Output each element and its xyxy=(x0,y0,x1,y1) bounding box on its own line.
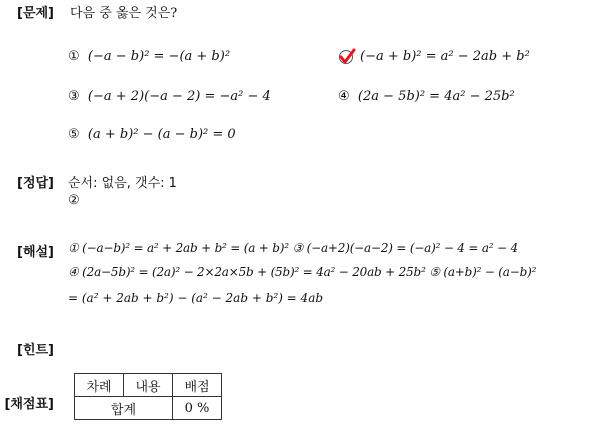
header-points: 배점 xyxy=(173,374,222,397)
question-prompt: 다음 중 옳은 것은? xyxy=(70,6,178,21)
total-value: 0 % xyxy=(173,397,222,420)
choice-3-number: ③ xyxy=(68,89,80,104)
choice-2 xyxy=(360,49,530,64)
hint-label: [힌트] xyxy=(17,343,54,358)
choice-1-expression: (−a − b)² = −(a + b)² xyxy=(87,49,231,64)
choice-4-number: ④ xyxy=(338,89,350,104)
choice-5-expression: (a + b)² − (a − b)² = 0 xyxy=(87,127,236,142)
score-table-header-row xyxy=(75,374,222,397)
choice-4 xyxy=(338,89,515,104)
choice-3-expression: (−a + 2)(−a − 2) = −a² − 4 xyxy=(87,89,271,104)
choice-5 xyxy=(68,127,236,142)
explanation-label: [해설] xyxy=(17,245,54,260)
explanation-line-1: ① (−a−b)² = a² + 2ab + b² = (a + b)² ③ (−a+2)(−a−2) = (−a)² − 4 = a² − 4 xyxy=(68,241,518,255)
header-content: 내용 xyxy=(124,374,173,397)
answer-info: 순서: 없음, 갯수: 1 xyxy=(68,176,177,191)
choice-3 xyxy=(68,89,271,104)
total-label: 합계 xyxy=(75,397,173,420)
choice-1-number: ① xyxy=(68,49,80,64)
choice-1 xyxy=(68,49,230,64)
answer-label: [정답] xyxy=(17,176,54,191)
header-order: 차례 xyxy=(75,374,124,397)
explanation-line-2: ④ (2a−5b)² = (2a)² − 2×2a×5b + (5b)² = 4a² − 20ab + 25b² ⑤ (a+b)² − (a−b)² xyxy=(68,265,537,279)
answer-value: ② xyxy=(68,193,80,208)
scoring-label: [채점표] xyxy=(4,397,54,412)
score-table-total-row xyxy=(75,397,222,420)
score-table xyxy=(74,373,222,420)
question-label: [문제] xyxy=(17,6,54,21)
explanation-line-3: = (a² + 2ab + b²) − (a² − 2ab + b²) = 4ab xyxy=(68,291,324,305)
choice-5-number: ⑤ xyxy=(68,127,80,142)
choice-2-expression: (−a + b)² = a² − 2ab + b² xyxy=(360,49,530,64)
choice-4-expression: (2a − 5b)² = 4a² − 25b² xyxy=(357,89,515,104)
check-mark-icon xyxy=(338,48,356,66)
